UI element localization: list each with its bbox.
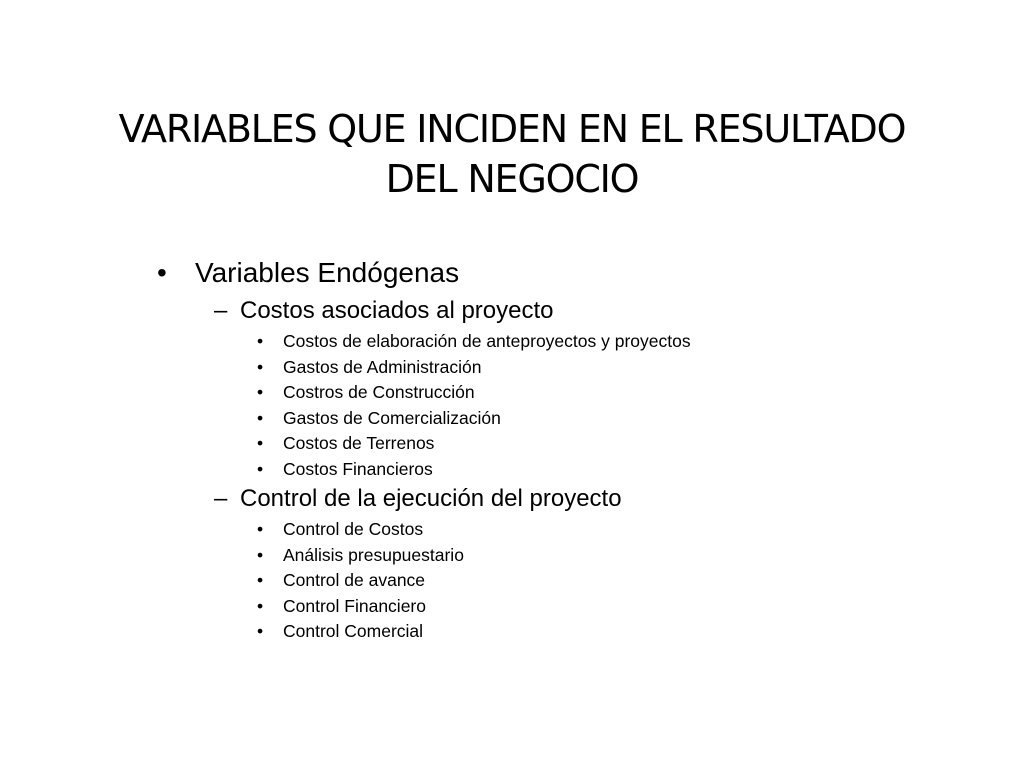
bullet-marker: • bbox=[157, 257, 167, 288]
bullet-marker: • bbox=[257, 570, 264, 590]
bullet-marker: • bbox=[257, 382, 264, 403]
section-control-ejecucion: Control de la ejecución del proyecto bbox=[240, 485, 622, 512]
level1-variables-endogenas: Variables Endógenas bbox=[195, 257, 460, 288]
bullet-marker: • bbox=[257, 519, 264, 539]
bullet-marker: • bbox=[257, 595, 264, 616]
dash-marker: – bbox=[214, 297, 228, 324]
bullet-marker: • bbox=[257, 433, 264, 454]
bullet-marker: • bbox=[257, 331, 264, 351]
bullet-marker: • bbox=[257, 356, 264, 377]
list-item: Control de Costos bbox=[283, 519, 424, 539]
dash-marker: – bbox=[214, 485, 228, 512]
title-line-1: VARIABLES QUE INCIDEN EN EL RESULTADO bbox=[118, 107, 906, 151]
section-costos-asociados: Costos asociados al proyecto bbox=[240, 297, 554, 324]
list-item: Gastos de Administración bbox=[283, 356, 482, 377]
list-item: Costros de Construcción bbox=[283, 382, 475, 403]
list-item: Costos de Terrenos bbox=[283, 433, 435, 454]
list-item: Costos de elaboración de anteproyectos y proyectos bbox=[283, 331, 691, 351]
bullet-marker: • bbox=[257, 621, 264, 641]
list-item: Control de avance bbox=[283, 570, 426, 590]
bullet-marker: • bbox=[257, 459, 264, 479]
list-item: Análisis presupuestario bbox=[283, 544, 464, 565]
bullet-marker: • bbox=[257, 544, 264, 565]
list-item: Control Financiero bbox=[283, 595, 426, 616]
list-item: Control Comercial bbox=[283, 621, 424, 641]
list-item: Costos Financieros bbox=[283, 459, 433, 479]
list-item: Gastos de Comercialización bbox=[283, 407, 501, 428]
bullet-marker: • bbox=[257, 407, 264, 428]
title-line-2: DEL NEGOCIO bbox=[385, 157, 639, 201]
